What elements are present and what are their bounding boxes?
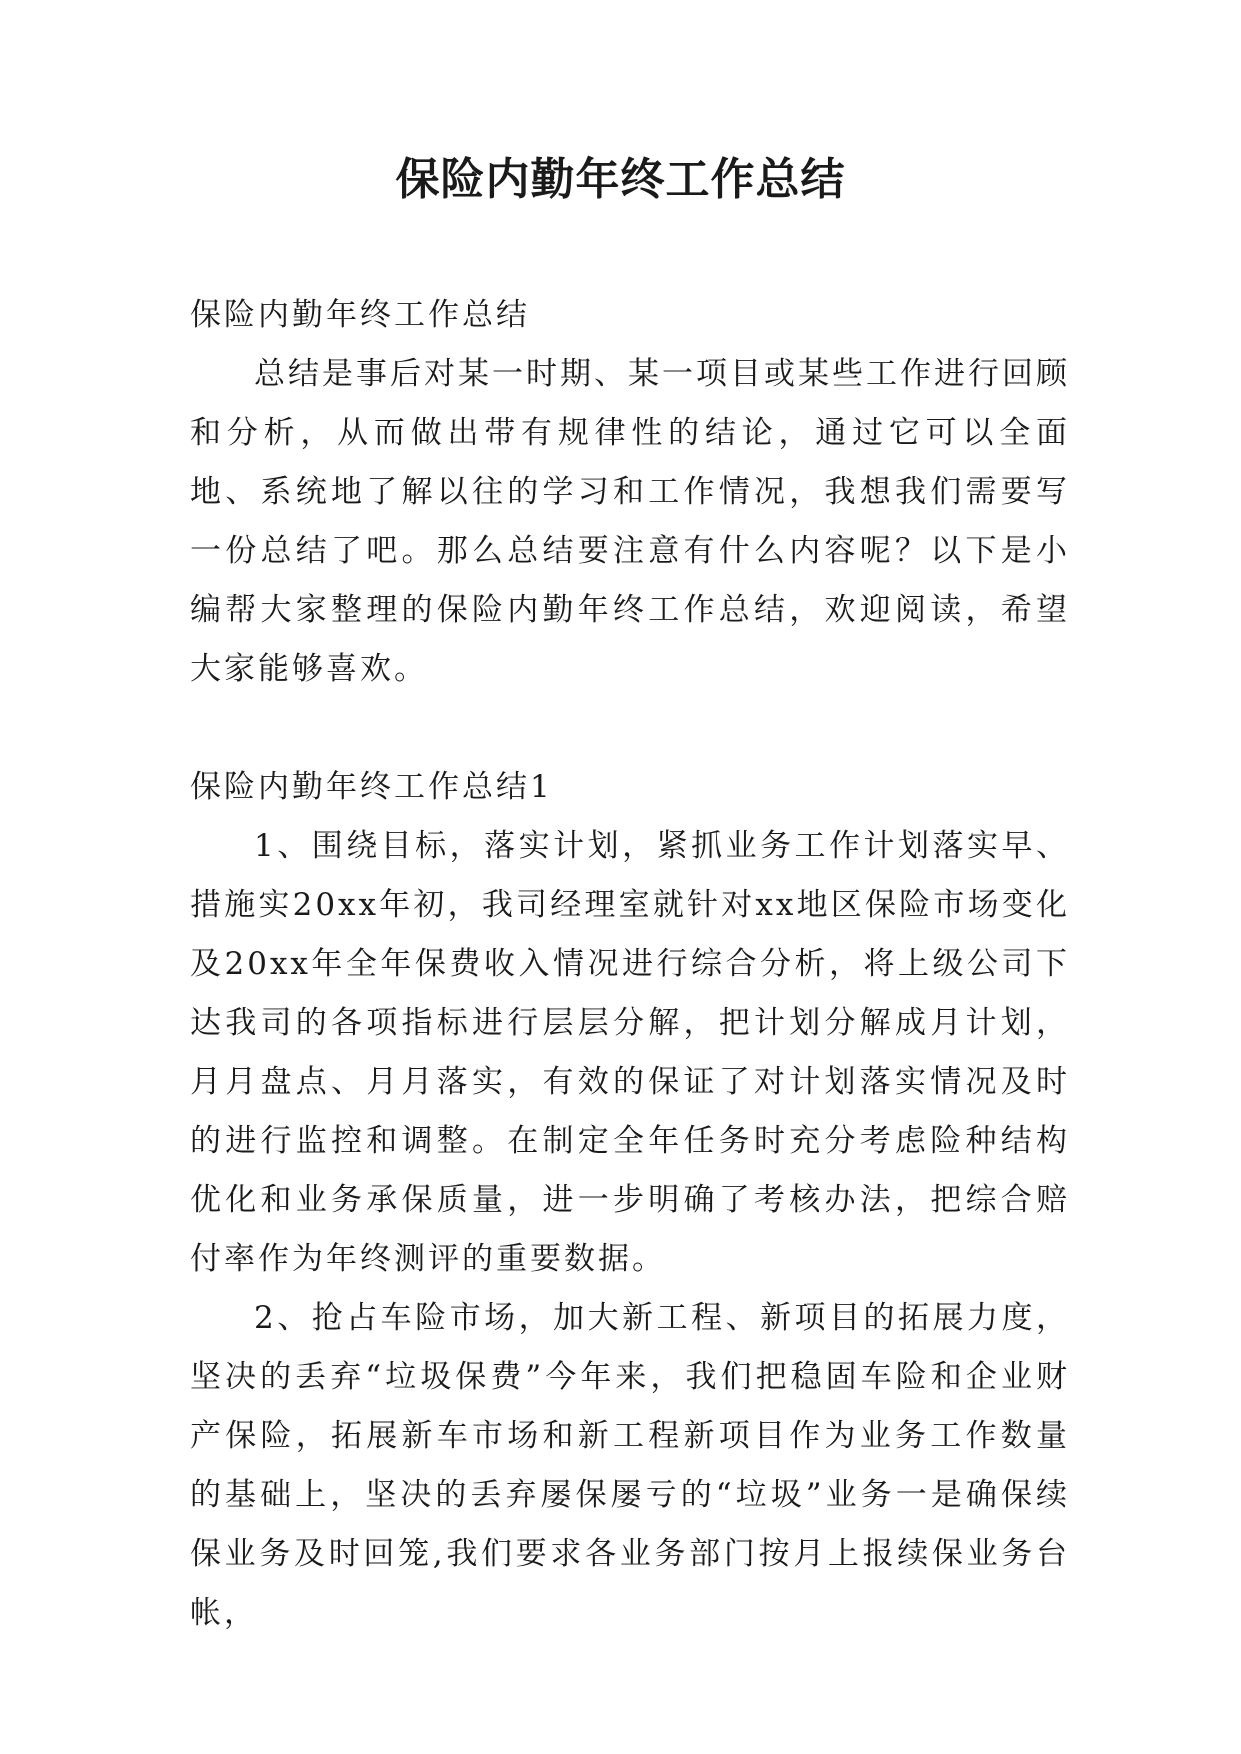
body-paragraph-1: 1、围绕目标，落实计划，紧抓业务工作计划落实早、措施实20xx年初，我司经理室就针对xx地区保险市场变化及20xx年全年保费收入情况进行综合分析，将上级公司下达我司的各项指标进行层层分解，把计划分解成月计划，月月盘点、月月落实，有效的保证了对计划落实情况及时的进行监控和调整。在制定全年任务时充分考虑险种结构优化和业务承保质量，进一步明确了考核办法，把综合赔付率作为年终测评的重要数据。 <box>190 828 1070 1277</box>
document-body <box>190 286 1070 1643</box>
document-subtitle: 保险内勤年终工作总结 <box>190 297 530 333</box>
section-heading: 保险内勤年终工作总结1 <box>190 769 553 805</box>
paragraph-spacer <box>190 699 1070 758</box>
body-paragraph-2: 2、抢占车险市场，加大新工程、新项目的拓展力度，坚决的丢弃“垃圾保费”今年来，我们把稳固车险和企业财产保险，拓展新车市场和新工程新项目作为业务工作数量的基础上，坚决的丢弃屡保屡亏的“垃圾”业务一是确保续保业务及时回笼,我们要求各业务部门按月上报续保业务台帐， <box>190 1300 1070 1631</box>
intro-paragraph: 总结是事后对某一时期、某一项目或某些工作进行回顾和分析，从而做出带有规律性的结论，通过它可以全面地、系统地了解以往的学习和工作情况，我想我们需要写一份总结了吧。那么总结要注意有什么内容呢？以下是小编帮大家整理的保险内勤年终工作总结，欢迎阅读，希望大家能够喜欢。 <box>190 356 1070 687</box>
document-title: 保险内勤年终工作总结 <box>395 154 846 205</box>
